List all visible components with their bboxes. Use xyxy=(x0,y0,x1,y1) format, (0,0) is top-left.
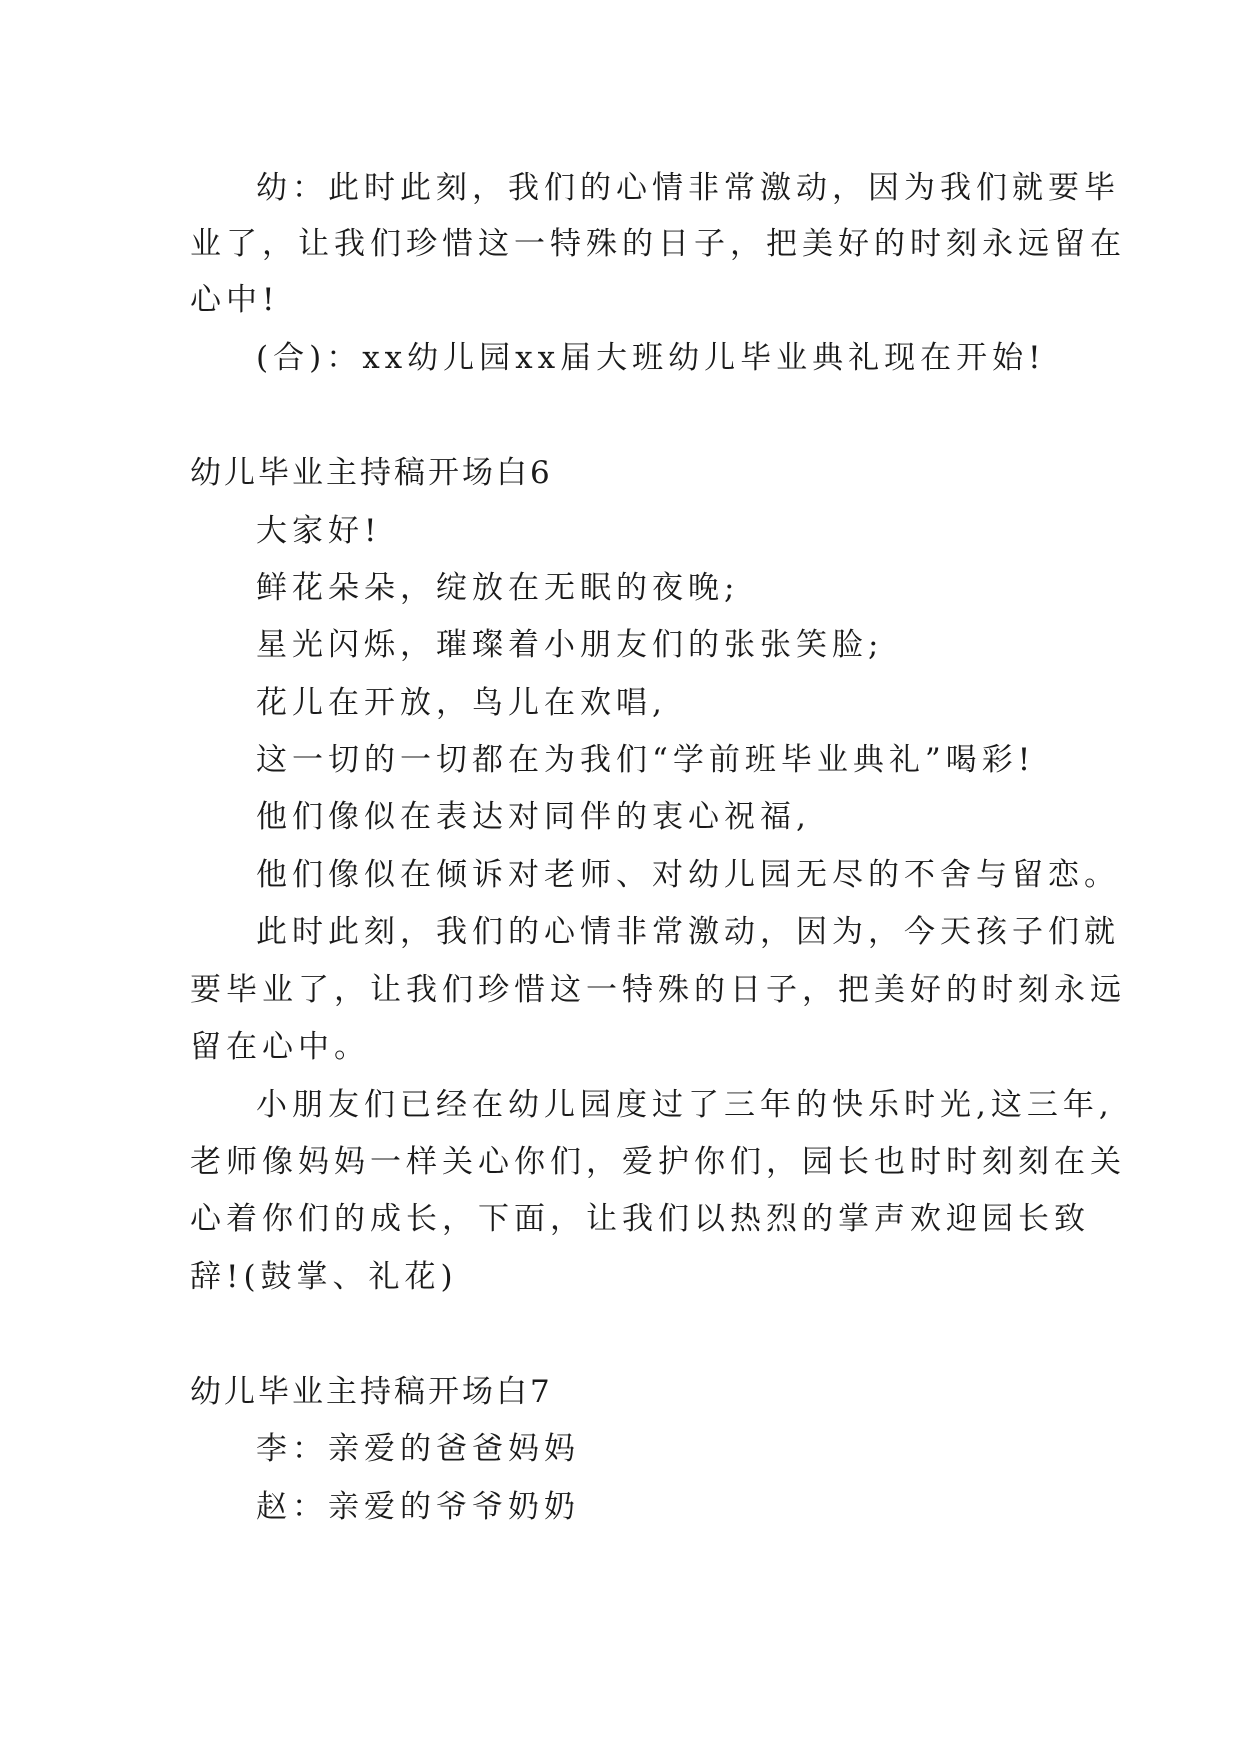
section-heading: 幼儿毕业主持稿开场白6 xyxy=(190,455,553,491)
paragraph-line: 他们像似在倾诉对老师、对幼儿园无尽的不舍与留恋。 xyxy=(256,857,1120,893)
paragraph-line: 这一切的一切都在为我们“学前班毕业典礼”喝彩! xyxy=(256,742,1036,778)
section-heading: 幼儿毕业主持稿开场白7 xyxy=(190,1374,553,1410)
paragraph-line: 星光闪烁，璀璨着小朋友们的张张笑脸; xyxy=(256,627,884,663)
paragraph-line: 幼：此时此刻，我们的心情非常激动，因为我们就要毕 xyxy=(256,170,1120,206)
paragraph-line: 此时此刻，我们的心情非常激动，因为，今天孩子们就 xyxy=(256,914,1120,950)
paragraph-line: 业了，让我们珍惜这一特殊的日子，把美好的时刻永远留在 xyxy=(190,226,1126,262)
paragraph-line: 心着你们的成长，下面，让我们以热烈的掌声欢迎园长致 xyxy=(190,1201,1090,1237)
paragraph-line: 辞!(鼓掌、礼花) xyxy=(190,1259,458,1295)
paragraph-line: 要毕业了，让我们珍惜这一特殊的日子，把美好的时刻永远 xyxy=(190,972,1126,1008)
paragraph-line: 赵：亲爱的爷爷奶奶 xyxy=(256,1489,580,1525)
paragraph-line: 他们像似在表达对同伴的衷心祝福, xyxy=(256,799,811,835)
paragraph-line: 鲜花朵朵，绽放在无眠的夜晚; xyxy=(256,570,740,606)
paragraph-line: 留在心中。 xyxy=(190,1029,370,1065)
paragraph-line: 大家好! xyxy=(256,513,382,549)
paragraph-line: 花儿在开放，鸟儿在欢唱, xyxy=(256,685,667,721)
paragraph-line: 小朋友们已经在幼儿园度过了三年的快乐时光,这三年, xyxy=(256,1087,1114,1123)
paragraph-line: 老师像妈妈一样关心你们，爱护你们，园长也时时刻刻在关 xyxy=(190,1144,1126,1180)
paragraph-line: 心中! xyxy=(190,282,280,318)
paragraph-line: (合)：xx幼儿园xx届大班幼儿毕业典礼现在开始! xyxy=(256,340,1046,376)
paragraph-line: 李：亲爱的爸爸妈妈 xyxy=(256,1431,580,1467)
